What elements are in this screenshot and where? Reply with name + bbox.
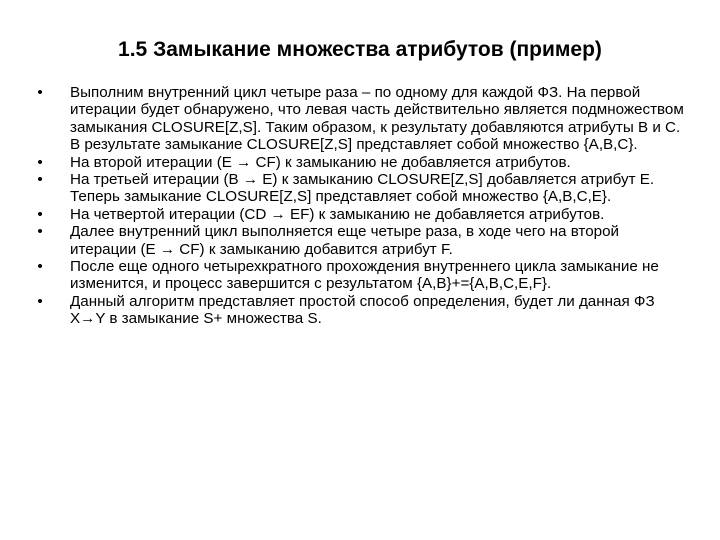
bullet-text: Далее внутренний цикл выполняется еще четыре раза, в ходе чего на второй итерации (E → CF) к замыканию добавится атрибут F. bbox=[70, 223, 620, 258]
slide-title: 1.5 Замыкание множества атрибутов (пример) bbox=[118, 38, 602, 61]
bullet-text: После еще одного четырехкратного прохождения внутреннего цикла замыкание не изменится, и процесс завершится с результатом {A,B}+={A,B,C,E,F}. bbox=[70, 258, 659, 293]
bullet-marker: • bbox=[37, 153, 43, 171]
bullet-item bbox=[34, 258, 684, 293]
bullet-item bbox=[34, 206, 684, 223]
bullet-text: На второй итерации (E → CF) к замыканию не добавляется атрибутов. bbox=[70, 153, 571, 171]
bullet-list bbox=[34, 84, 684, 328]
bullet-text: Выполним внутренний цикл четыре раза – по одному для каждой ФЗ. На первой итерации будет обнаружено, что левая часть действительно является подмножеством замыкания CLOSURE[Z,S]. Таким образом, к результату добавляются атрибуты B и C. В результате замыкание CLOSURE[Z,S] представляет собой множество {A,B,C}. bbox=[70, 84, 684, 154]
bullet-marker: • bbox=[37, 205, 43, 223]
bullet-item bbox=[34, 293, 684, 328]
bullet-marker: • bbox=[37, 84, 43, 101]
bullet-marker: • bbox=[37, 258, 43, 276]
bullet-item bbox=[34, 84, 684, 154]
bullet-item bbox=[34, 154, 684, 171]
bullet-item bbox=[34, 171, 684, 206]
bullet-item bbox=[34, 223, 684, 258]
bullet-text: Данный алгоритм представляет простой способ определения, будет ли данная ФЗ X→Y в замыкание S+ множества S. bbox=[70, 292, 655, 328]
bullet-text: На третьей итерации (B → E) к замыканию CLOSURE[Z,S] добавляется атрибут E. Теперь замыкание CLOSURE[Z,S] представляет собой множество {A,B,C,E}. bbox=[70, 171, 655, 206]
bullet-text: На четвертой итерации (CD → EF) к замыканию не добавляется атрибутов. bbox=[70, 205, 605, 223]
bullet-marker: • bbox=[37, 171, 43, 189]
bullet-marker: • bbox=[37, 292, 43, 310]
bullet-marker: • bbox=[37, 223, 43, 241]
